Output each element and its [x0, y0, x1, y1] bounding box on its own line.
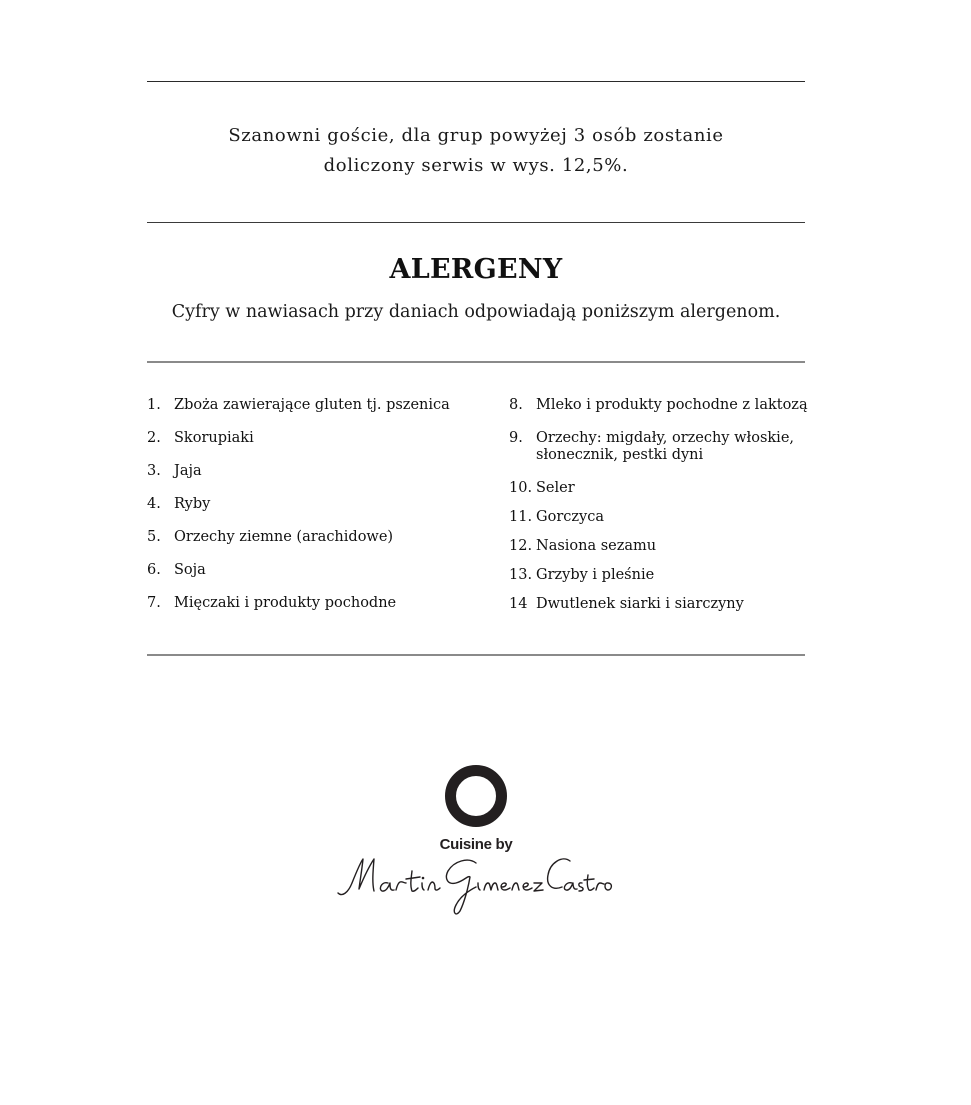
allergen-item [509, 430, 809, 464]
allergen-item [509, 596, 809, 613]
allergen-label: Jaja [174, 463, 202, 479]
allergen-number: 4. [147, 496, 161, 512]
allergen-label: Dwutlenek siarki i siarczyny [536, 596, 744, 612]
allergen-label: Zboża zawierające gluten tj. pszenica [174, 397, 450, 413]
allergen-item [147, 463, 487, 480]
allergen-label: Soja [174, 562, 206, 578]
allergen-number: 13. [509, 567, 533, 583]
allergen-item [147, 595, 487, 612]
allergen-item [147, 430, 487, 447]
allergen-label: Mleko i produkty pochodne z laktozą [536, 397, 808, 413]
allergen-label: Orzechy: migdały, orzechy włoskie, słonecznik, pestki dyni [536, 430, 795, 463]
allergen-number: 8. [509, 397, 523, 413]
allergen-label: Mięczaki i produkty pochodne [174, 595, 397, 611]
notice-line-1: Szanowni goście, dla grup powyżej 3 osób zostanie [228, 125, 724, 146]
allergen-number: 1. [147, 397, 161, 413]
allergen-number: 9. [509, 430, 523, 446]
allergen-number: 6. [147, 562, 161, 578]
divider-after-list [147, 654, 805, 656]
allergens-title: ALERGENY [389, 254, 563, 285]
allergen-item [147, 397, 487, 414]
cuisine-by-label: Cuisine by [439, 836, 513, 853]
allergen-item [147, 562, 487, 579]
allergen-item [509, 397, 809, 414]
allergen-number: 10. [509, 480, 533, 496]
allergens-subtitle: Cyfry w nawiasach przy daniach odpowiadają poniższym alergenom. [171, 302, 781, 322]
allergen-item [509, 567, 809, 584]
divider-before-list [147, 361, 805, 363]
allergen-label: Seler [536, 480, 575, 496]
allergen-item [147, 529, 487, 546]
allergen-list-right [509, 397, 809, 625]
divider-after-notice [147, 222, 805, 223]
allergen-number: 7. [147, 595, 161, 611]
allergen-label: Gorczyca [536, 509, 604, 525]
allergen-item [509, 538, 809, 555]
signature-martin-gimenez-castro [336, 853, 616, 919]
allergen-item [509, 509, 809, 526]
allergen-number: 3. [147, 463, 161, 479]
allergen-list-left [147, 397, 487, 628]
divider-top [147, 81, 805, 82]
cuisine-logo [336, 763, 616, 923]
allergen-number: 2. [147, 430, 161, 446]
allergen-number: 14 [509, 596, 528, 612]
allergen-item [147, 496, 487, 513]
notice-line-2: doliczony serwis w wys. 12,5%. [323, 155, 629, 176]
allergen-item [509, 480, 809, 497]
allergen-number: 11. [509, 509, 533, 525]
allergen-number: 5. [147, 529, 161, 545]
allergen-label: Skorupiaki [174, 430, 254, 446]
allergen-label: Orzechy ziemne (arachidowe) [174, 529, 394, 545]
service-charge-notice [147, 121, 805, 181]
allergen-label: Grzyby i pleśnie [536, 567, 655, 583]
allergen-label: Ryby [174, 496, 211, 512]
allergen-number: 12. [509, 538, 533, 554]
allergen-label: Nasiona sezamu [536, 538, 657, 554]
ring-logo-icon [445, 765, 507, 827]
